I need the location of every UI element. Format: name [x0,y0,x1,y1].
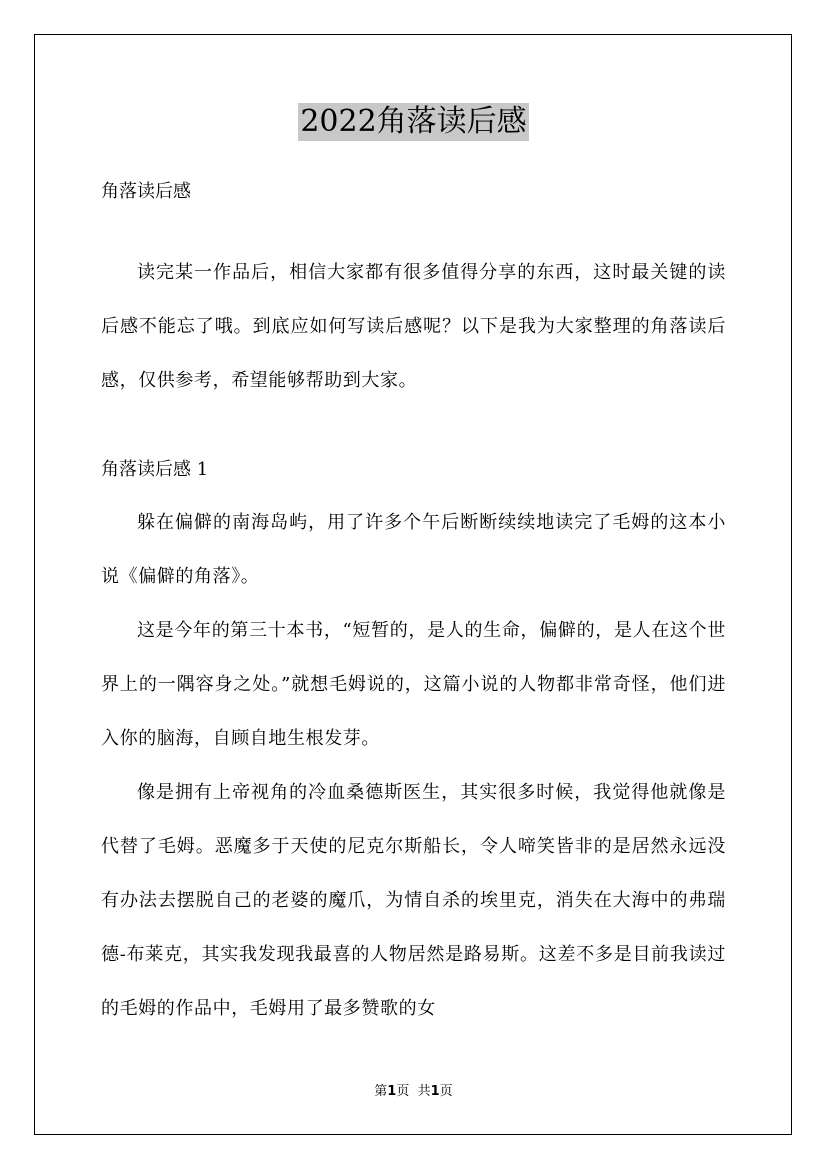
spacer [101,206,726,246]
footer-total-prefix: 共 [417,1084,431,1099]
section1-paragraph-1: 躲在偏僻的南海岛屿，用了许多个午后断断续续地读完了毛姆的这本小说《偏僻的角落》。 [101,512,726,587]
footer-total-pages: 1 [430,1084,440,1099]
document-title: 2022角落读后感 [300,104,527,139]
section1-paragraph-3: 像是拥有上帝视角的冷血桑德斯医生，其实很多时候，我觉得他就像是代替了毛姆。恶魔多于天使的尼克尔斯船长，令人啼笑皆非的是居然永远没有办法去摆脱自己的老婆的魔爪，为情自杀的埃里克，消失在大海中的弗瑞德-布莱克，其实我发现我最喜的人物居然是路易斯。这差不多是目前我读过的毛姆的作品中，毛姆用了最多赞歌的女 [101,782,726,1019]
footer-prefix: 第 [374,1084,388,1099]
title-container [0,103,827,141]
intro-paragraph: 读完某一作品后，相信大家都有很多值得分享的东西，这时最关键的读后感不能忘了哦。到底应如何写读后感呢？以下是我为大家整理的角落读后感，仅供参考，希望能够帮助到大家。 [101,262,726,391]
page-footer [0,1084,827,1100]
spacer [101,484,726,496]
section1-paragraph-2: 这是今年的第三十本书，“短暂的，是人的生命，偏僻的，是人在这个世界上的一隅容身之处。”就想毛姆说的，这篇小说的人物都非常奇怪，他们进入你的脑海，自顾自地生根发芽。 [101,620,726,749]
footer-page-suffix: 页 [396,1084,410,1099]
intro-heading: 角落读后感 [101,181,191,202]
spacer [101,408,726,456]
footer-total-suffix: 页 [439,1084,453,1099]
footer-page-number: 1 [387,1084,397,1099]
document-body [101,178,726,1036]
section1-heading: 角落读后感 1 [101,459,209,480]
